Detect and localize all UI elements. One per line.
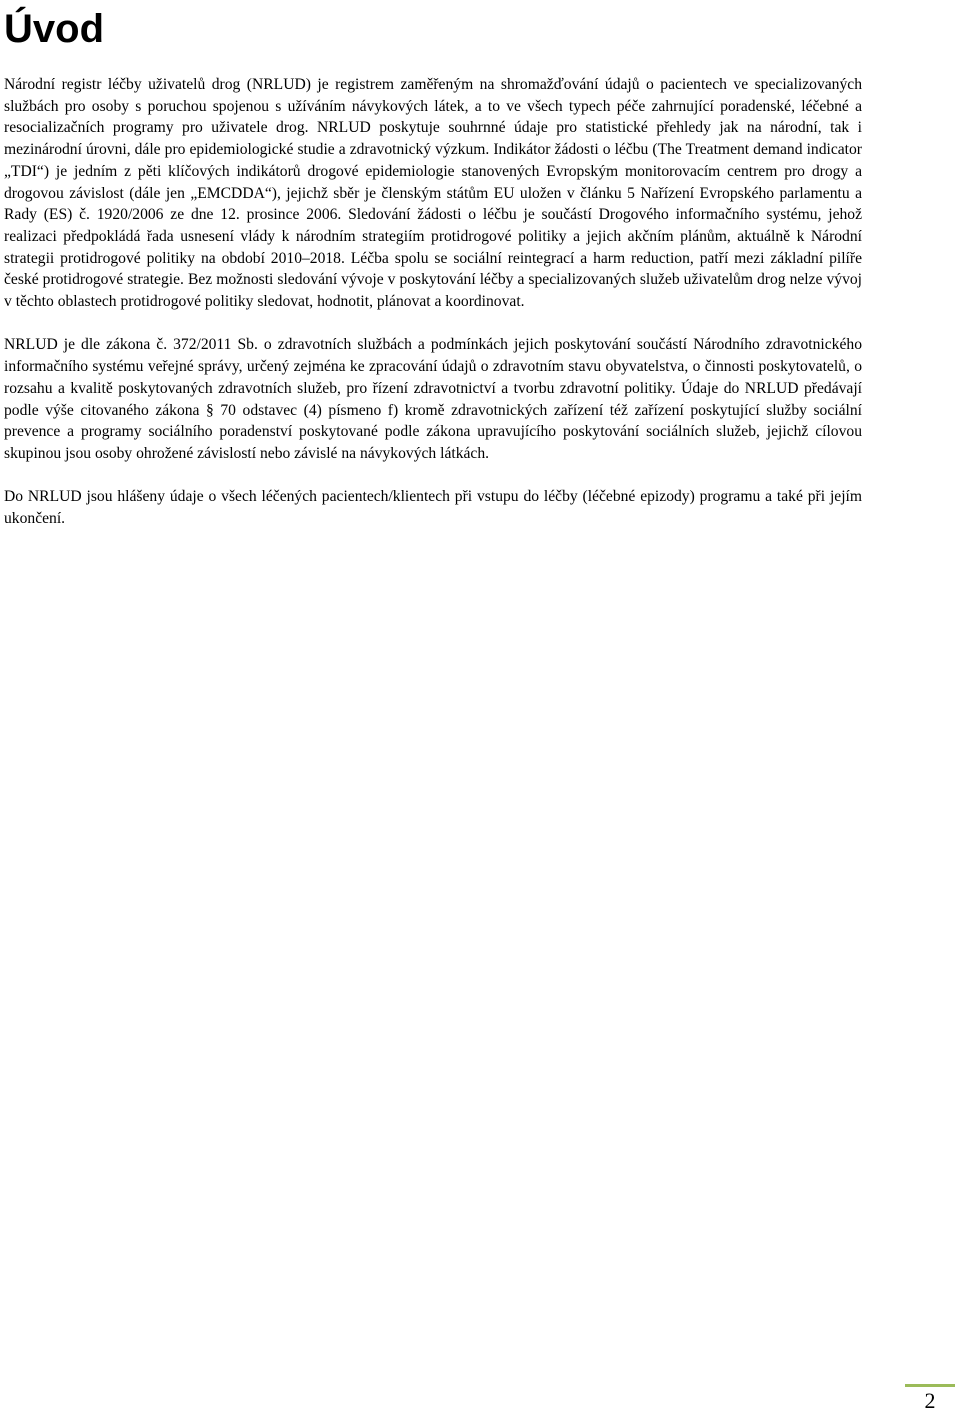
page-number: 2 — [924, 1388, 936, 1413]
page-title: Úvod — [4, 7, 104, 51]
body-text — [4, 74, 862, 551]
paragraph-reporting: Do NRLUD jsou hlášeny údaje o všech léčených pacientech/klientech při vstupu do léčby (léčebné epizody) programu a také při jejím ukončení. — [4, 488, 862, 528]
paragraph-legal-basis: NRLUD je dle zákona č. 372/2011 Sb. o zdravotních službách a podmínkách jejich poskytování součástí Národního zdravotnického informačního systému veřejné správy, určený zejména ke zpracování údajů o zdravotním stavu obyvatelstva, o činnosti poskytovatelů, o rozsahu a kvalitě poskytovaných zdravotních služeb, pro řízení zdravotnictví a tvorbu zdravotní politiky. Údaje do NRLUD předávají podle výše citovaného zákona § 70 odstavec (4) písmeno f) kromě zdravotnických zařízení též zařízení poskytující služby sociální prevence a programy sociálního poradenství poskytované podle zákona upravujícího poskytování sociálních služeb, jejichž cílovou skupinou jsou osoby ohrožené závislostí nebo závislé na návykových látkách. — [4, 336, 862, 462]
footer-rule — [905, 1384, 955, 1387]
paragraph-intro: Národní registr léčby uživatelů drog (NRLUD) je registrem zaměřeným na shromažďování údajů o pacientech ve specializovaných službách pro osoby s poruchou spojenou s užíváním návykových látek, a to ve všech typech péče zahrnující poradenské, léčebné a resocializačních programy pro uživatele drog. NRLUD poskytuje souhrnné údaje pro statistické přehledy jak na národní, tak i mezinárodní úrovni, dále pro epidemiologické studie a zdravotnický výzkum. Indikátor žádosti o léčbu (The Treatment demand indicator „TDI“) je jedním z pěti klíčových indikátorů drogové epidemiologie stanovených Evropským monitorovacím centrem pro drogy a drogovou závislost (dále jen „EMCDDA“), jejichž sběr je členským státům EU uložen v článku 5 Nařízení Evropského parlamentu a Rady (ES) č. 1920/2006 ze dne 12. prosince 2006. Sledování žádosti o léčbu je součástí Drogového informačního systému, jehož realizaci předpokládá řada usnesení vlády k národním strategiím protidrogové politiky a jejich akčním plánům, aktuálně k Národní strategii protidrogové politiky na období 2010–2018. Léčba spolu se sociální reintegrací a harm reduction, patří mezi základní pilíře české protidrogové strategie. Bez možnosti sledování vývoje v poskytování léčby a specializovaných služeb uživatelům drog nelze vývoj v těchto oblastech protidrogové politiky sledovat, hodnotit, plánovat a koordinovat. — [4, 76, 862, 311]
